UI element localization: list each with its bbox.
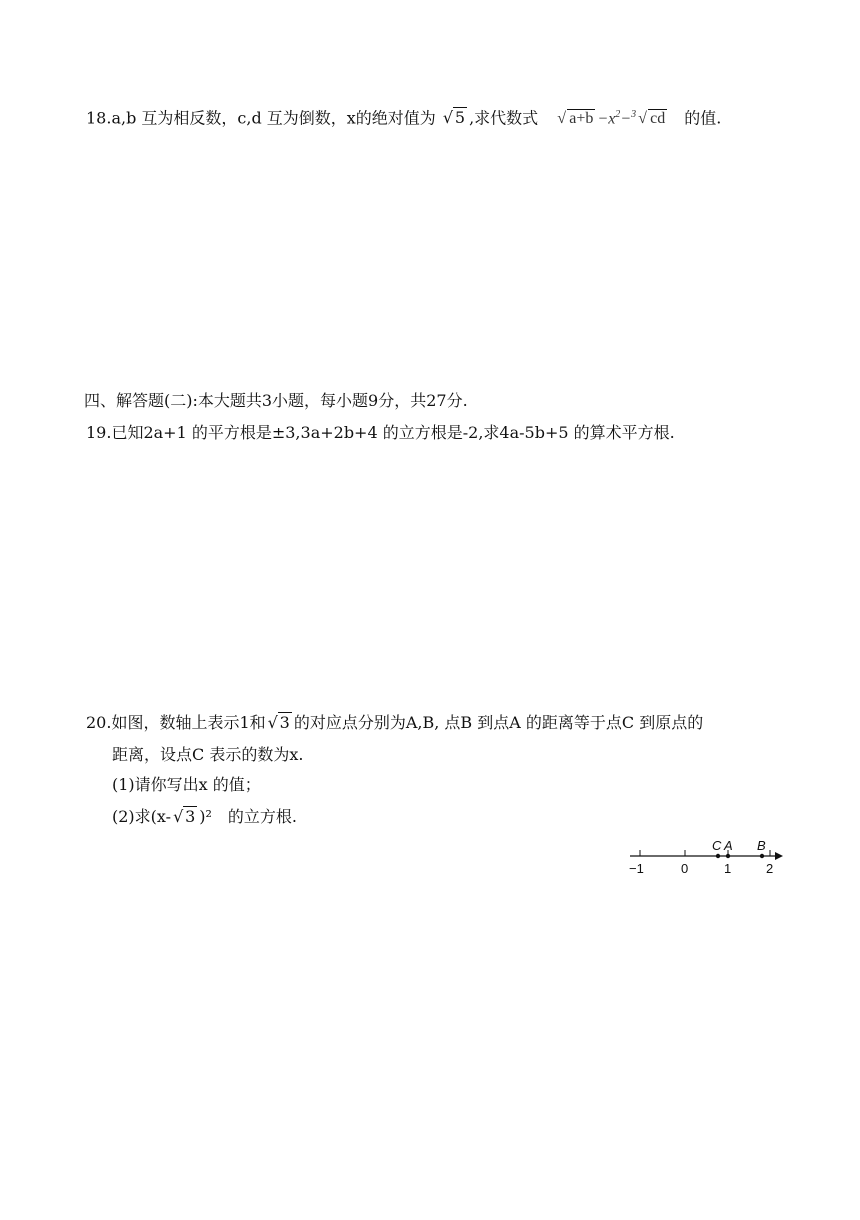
q18-text-a: 18.a,b 互为相反数，c,d 互为倒数，x的绝对值为: [86, 108, 441, 128]
algebraic-expression: √ $a+b -x^2-^3$ √ cd: [557, 109, 666, 128]
axis-arrow: [775, 852, 783, 860]
label-A: A: [724, 838, 733, 853]
q18-text-b: ,求代数式: [469, 108, 544, 128]
question-20-sub-1: (1)请你写出x 的值；: [112, 775, 261, 794]
tick-label-2: 2: [766, 861, 774, 876]
q18-text-c: 的值.: [679, 108, 722, 128]
tick-label-0: 0: [681, 861, 689, 876]
sqrt-3: √ 3: [267, 713, 290, 732]
point-B: [760, 854, 764, 858]
question-20-sub-2: (2)求(x- √ 3 )² 的立方根.: [112, 807, 297, 826]
question-19: 19.已知2a+1 的平方根是±3,3a+2b+4 的立方根是-2,求4a-5b+5 的算术平方根.: [86, 423, 675, 442]
point-C: [716, 854, 720, 858]
tick-label-neg1: −1: [629, 861, 644, 876]
sqrt-5: √ 5: [442, 108, 466, 128]
number-line-figure: [625, 838, 785, 878]
label-C: C: [712, 838, 722, 853]
section-4-heading: 四、解答题(二):本大题共3小题，每小题9分，共27分.: [84, 391, 468, 410]
point-A: [726, 854, 730, 858]
question-20-line-2: 距离，设点C 表示的数为x.: [112, 745, 304, 764]
question-18: [86, 104, 721, 130]
label-B: B: [757, 838, 766, 853]
tick-label-1: 1: [724, 861, 732, 876]
question-20-line-1: 20.如图，数轴上表示1和 √ 3 的对应点分别为A,B, 点B 到点A 的距离等于点C 到原点的: [86, 713, 704, 732]
